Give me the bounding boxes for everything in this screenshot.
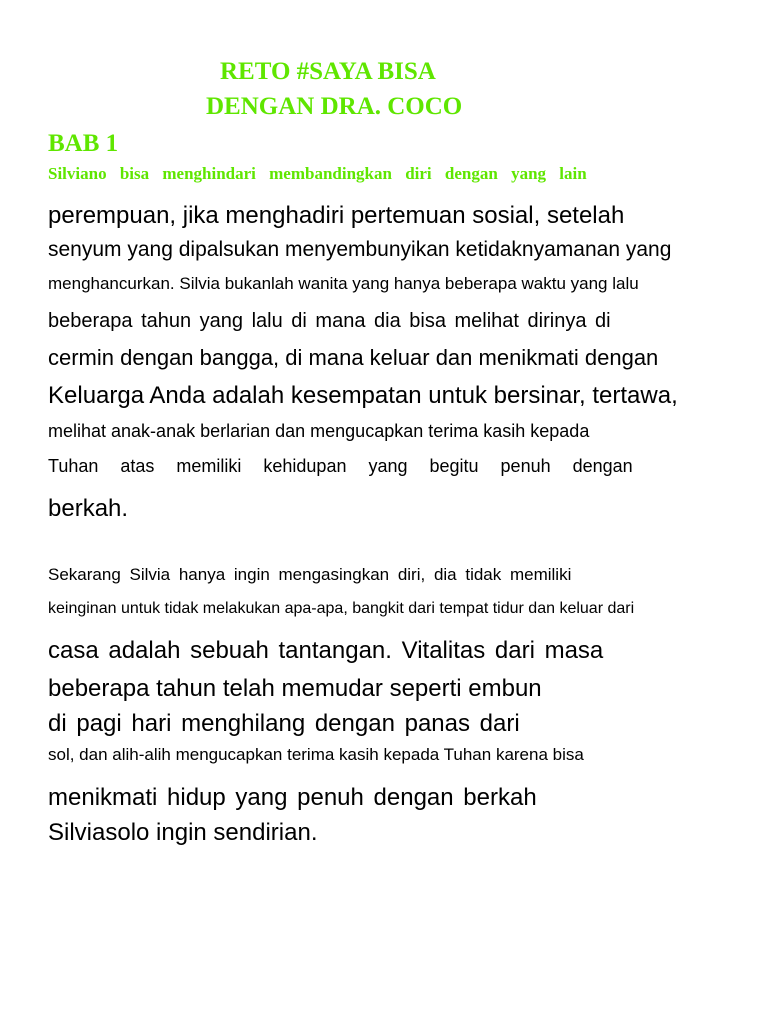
- document-title-line-1: RETO #SAYA BISA: [220, 58, 436, 85]
- paragraph-line: Sekarang Silvia hanya ingin mengasingkan diri, dia tidak memiliki: [48, 565, 572, 584]
- paragraph-line: menikmati hidup yang penuh dengan berkah: [48, 784, 537, 811]
- chapter-heading: BAB 1: [48, 130, 119, 157]
- paragraph-line: beberapa tahun yang lalu di mana dia bisa melihat dirinya di: [48, 310, 611, 332]
- paragraph-line: Keluarga Anda adalah kesempatan untuk bersinar, tertawa,: [48, 382, 678, 409]
- paragraph-line: keinginan untuk tidak melakukan apa-apa, bangkit dari tempat tidur dan keluar dari: [48, 600, 635, 617]
- document-title-line-2: DENGAN DRA. COCO: [206, 93, 463, 120]
- chapter-subtitle: Silviano bisa menghindari membandingkan diri dengan yang lain: [48, 164, 587, 183]
- paragraph-line: casa adalah sebuah tantangan. Vitalitas dari masa: [48, 637, 604, 664]
- paragraph-line: senyum yang dipalsukan menyembunyikan ketidaknyamanan yang: [48, 238, 672, 261]
- paragraph-line: perempuan, jika menghadiri pertemuan sosial, setelah: [48, 202, 625, 229]
- paragraph-line: beberapa tahun telah memudar seperti embun: [48, 675, 542, 702]
- paragraph-line: Tuhan atas memiliki kehidupan yang begitu penuh dengan: [48, 456, 633, 476]
- paragraph-line: menghancurkan. Silvia bukanlah wanita yang hanya beberapa waktu yang lalu: [48, 274, 639, 293]
- paragraph-line: cermin dengan bangga, di mana keluar dan menikmati dengan: [48, 345, 659, 370]
- paragraph-line: melihat anak-anak berlarian dan mengucapkan terima kasih kepada: [48, 421, 590, 441]
- paragraph-line: Silviasolo ingin sendirian.: [48, 819, 318, 846]
- paragraph-line: sol, dan alih-alih mengucapkan terima kasih kepada Tuhan karena bisa: [48, 745, 584, 764]
- paragraph-line: berkah.: [48, 495, 129, 522]
- paragraph-line: di pagi hari menghilang dengan panas dari: [48, 710, 520, 737]
